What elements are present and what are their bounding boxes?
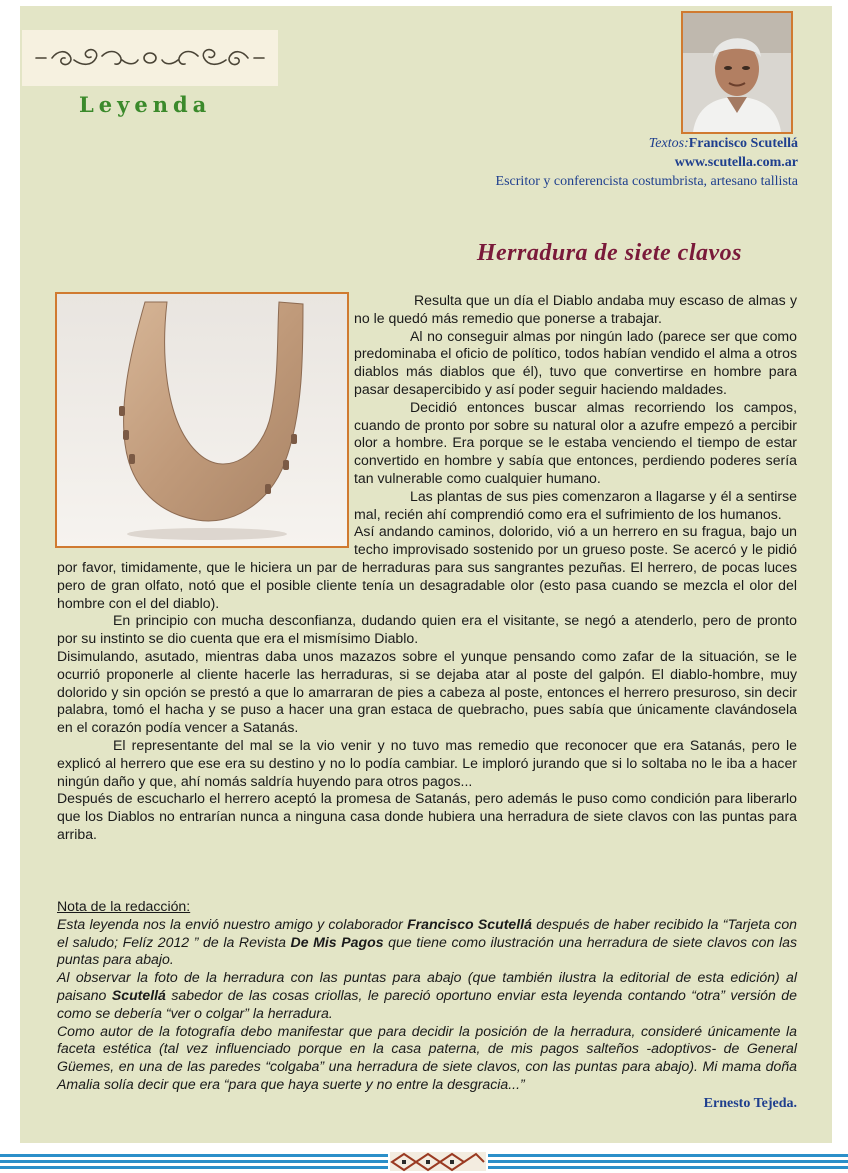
note-text: Esta leyenda nos la envió nuestro amigo y colaborador <box>57 915 408 932</box>
story-paragraph: Las plantas de sus pies comenzaron a llagarse y él a sentirse mal, recién ahí comprendió como era el sufrimiento de los humanos. <box>354 487 797 522</box>
credits-label: Textos: <box>648 136 689 151</box>
note-text: Al observar la foto de la herradura con las puntas para abajo (que también ilustra la editorial de esta edición) al paisano <box>57 969 797 1003</box>
story-paragraph: Después de escucharlo el herrero aceptó la promesa de Satanás, pero además le puso como condición para liberarlo que los Diablos no entrarían nunca a ninguna casa donde hubiera una herradura de siete clavos con las puntas para arriba. <box>57 790 797 842</box>
author-name: Francisco Scutellá <box>688 136 798 151</box>
woven-pattern-icon <box>0 1150 848 1173</box>
author-portrait <box>681 11 793 134</box>
flourish-ornament-icon <box>22 30 278 86</box>
note-paragraph <box>57 969 797 1022</box>
editorial-note <box>57 898 797 1113</box>
note-emphasis: De Mis Pagos <box>290 933 384 950</box>
note-paragraph: Como autor de la fotografía debo manifestar que para decidir la posición de la herradura, consideré únicamente la faceta estética (tal vez influenciado porque en la casa paterna, de mis pagos salteños -adoptivos- de General Güemes, en una de las paredes “colgaba” una herradura de siete clavos, con las puntas para abajo). Mi mama doña Amalia solía decir que era “para que haya suerte y no entre la desgracia...” <box>57 1022 797 1092</box>
story-paragraph: El representante del mal se la vio venir y no tuvo mas remedio que reconocer que era Satanás, pero le explicó al herrero que ese era su destino y no lo podía cambiar. Le imploró jurando que si lo soltaba no le iba a hacer ningún daño y que, ahí nomás saldría huyendo para otros pagos... <box>57 736 797 789</box>
author-occupation: Escritor y conferencista costumbrista, artesano tallista <box>495 174 798 189</box>
story-paragraph: Resulta que un día el Diablo andaba muy escaso de almas y no le quedó más remedio que ponerse a trabajar. <box>354 292 797 326</box>
story-paragraph: En principio con mucha desconfianza, dudando quien era el visitante, se negó a atenderlo, pero de pronto por su instinto se dio cuenta que era el mismísimo Diablo. <box>57 612 797 647</box>
note-text: después de haber recibido la “Tarjeta con el saludo; Felíz 2012 ” de la Revista <box>57 915 798 950</box>
story-paragraph: Al no conseguir almas por ningún lado (parece ser que como predominaba el oficio de político, todos habían vendido el alma a otros diablos más diablos que él), tuvo que convertirse en hombre para pasar desapercibido y así poder seguir haciendo maldades. <box>354 327 797 397</box>
note-text: que tiene como ilustración una herradura de siete clavos con las puntas para abajo. <box>57 933 797 968</box>
story-paragraph: Disimulando, asutado, mientras daba unos mazazos sobre el yunque pensando como zafar de la situación, se le ocurrió proponerle al cliente hacerle las herraduras, si se dejaba atar al poste del galpón. El diablo-hombre, muy dolorido y sin opción se prestó a que lo amarraran de pies a cabeza al poste, entonces el herrero presuroso, sin decir palabra, tomó el hacha y se puso a hacer una gran estaca de quebracho, pues sabía que únicamente clavándosela en el corazón podía vencer a Satanás. <box>57 647 797 736</box>
story-paragraph: Decidió entonces buscar almas recorriendo los campos, cuando de pronto por sobre su natural olor a azufre empezó a percibir olor a hombre. Era porque se le estaba venciendo el tiempo de estar convertido en hombre y sabía que entonces, perdiendo poderes sería tan vulnerable como cualquier humano. <box>354 398 797 486</box>
note-emphasis: Scutellá <box>111 986 166 1003</box>
note-paragraph <box>57 916 797 969</box>
section-heading: Leyenda <box>79 92 212 117</box>
note-text: sabedor de las cosas criollas, le pareció oportuno enviar esta leyenda contando “otra” versión de como se debería “ver o colgar” la herradura. <box>57 986 797 1021</box>
author-credits <box>496 134 798 191</box>
note-emphasis: Francisco Scutellá <box>407 915 532 932</box>
author-website-link[interactable]: www.scutella.com.ar <box>674 155 798 170</box>
story-paragraph: Así andando caminos, dolorido, vió a un herrero en su fragua, bajo un techo improvisado sostenido por un grueso poste. Se acercó y le pidió por favor, timidamente, que le hiciera un par de herraduras para sus sangrantes pezuñas. El herrero, de pocas luces pero de gran olfato, notó que el posible cliente tenía un desagradable olor (esto pasa cuando se mezcla el olor del hombre con el del diablo). <box>57 523 797 611</box>
article-title: Herradura de siete clavos <box>476 240 742 266</box>
note-signature: Ernesto Tejeda. <box>703 1095 797 1111</box>
note-heading: Nota de la redacción: <box>57 898 191 914</box>
story-text <box>57 292 797 844</box>
